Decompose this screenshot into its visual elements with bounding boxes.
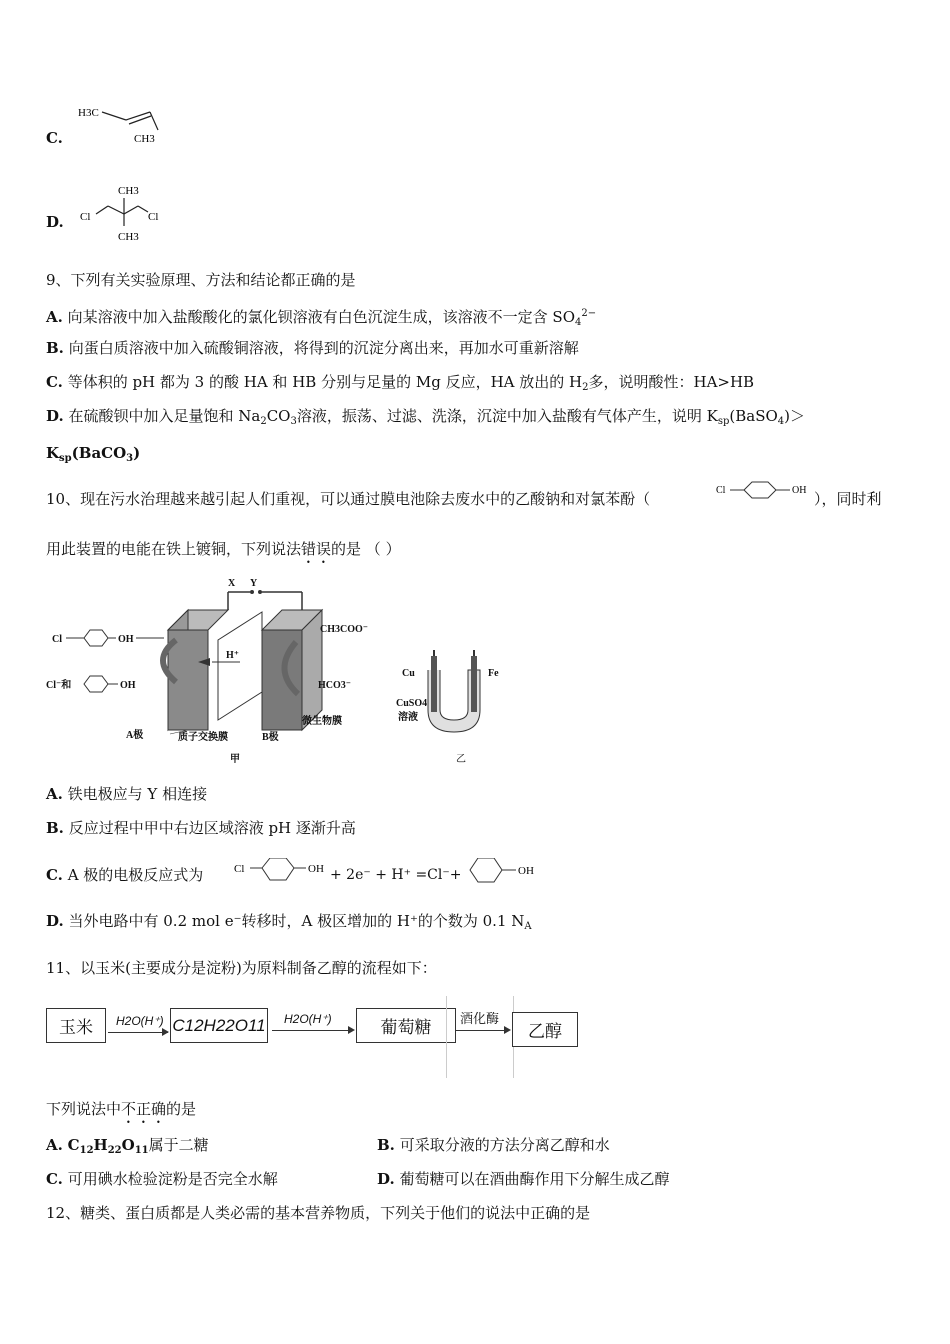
q9-option-c: C. 等体积的 pH 都为 3 的酸 HA 和 HB 分别与足量的 Mg 反应，HA 放出的 $H_2$多，说明酸性：HA>HB xyxy=(46,373,755,393)
fig-jia: 甲 xyxy=(230,754,240,765)
q9-stem: 9、下列有关实验原理、方法和结论都正确的是 xyxy=(46,271,356,289)
q8-c-left-group: H3C xyxy=(78,107,99,119)
fig-right-in: CH3COO⁻ xyxy=(320,624,369,635)
q10-option-a: A. 铁电极应与 Y 相连接 xyxy=(46,785,208,803)
q11-option-c: C. 可用碘水检验淀粉是否完全水解 xyxy=(46,1170,278,1188)
q9-option-d: D. 在硫酸钡中加入足量饱和 $Na_2CO_3$溶液，振荡、过滤、洗涤，沉淀中加入盐酸有气体产生，说明 $K_{sp}(BaSO_4)>$ xyxy=(46,407,806,427)
fig-biofilm: 微生物膜 xyxy=(302,716,342,727)
fig-y-label: Y xyxy=(250,578,258,589)
q8-c-molecule xyxy=(74,100,174,150)
fig-membrane: 质子交换膜 xyxy=(178,732,228,743)
fig-solution: 溶液 xyxy=(398,712,418,723)
fig-left-in-oh: OH xyxy=(118,634,134,645)
flow-arrow3 xyxy=(456,1030,506,1031)
svg-text:OH: OH xyxy=(308,863,324,875)
q8-c-right-group: CH3 xyxy=(134,133,155,145)
q11-option-b: B. 可采取分液的方法分离乙醇和水 xyxy=(377,1136,610,1154)
fig-right-out: HCO3⁻ xyxy=(318,680,352,691)
q10-c-equation: + 2e⁻ + H⁺ =Cl⁻+ xyxy=(330,867,462,883)
q8-d-top-group: CH3 xyxy=(118,185,139,197)
fig-left-out-prefix: Cl⁻和 xyxy=(46,680,72,691)
fig-cu: Cu xyxy=(402,668,415,679)
fig-fe: Fe xyxy=(488,668,499,679)
q8-option-d-label: D. xyxy=(46,213,64,231)
q11-option-a: A. $C_{12}H_{22}O_{11}$属于二糖 xyxy=(46,1136,209,1156)
flow-arrow2 xyxy=(272,1030,352,1031)
proton-membrane xyxy=(218,612,262,720)
q10-option-d: D. 当外电路中有 0.2 mol e⁻转移时，A 极区增加的 H⁺的个数为 0.1 $N_A$ xyxy=(46,912,532,932)
svg-text:OH: OH xyxy=(792,485,807,496)
q9-option-d-cont: $K_{sp}(BaCO_3)$ xyxy=(46,444,141,464)
q10-c-reactant xyxy=(232,858,328,888)
q10-stem-2: ），同时利 xyxy=(814,490,882,508)
q10-option-b: B. 反应过程中甲中右边区域溶液 pH 逐渐升高 xyxy=(46,819,356,837)
fig-cuso4: CuSO4 xyxy=(396,698,428,709)
flow-arrow2-head xyxy=(348,1026,355,1034)
q11-prompt: 下列说法中不正确的是 xyxy=(46,1100,197,1118)
q8-d-left-group: Cl xyxy=(80,211,91,223)
q8-d-bottom-group: CH3 xyxy=(118,231,139,243)
q8-d-molecule xyxy=(74,178,174,248)
flow-arrow3-head xyxy=(504,1026,511,1034)
q9-option-b: B. 向蛋白质溶液中加入硫酸铜溶液，将得到的沉淀分离出来，再加水可重新溶解 xyxy=(46,339,579,357)
q10-stem-1: 10、现在污水治理越来越引起人们重视，可以通过膜电池除去废水中的乙酸钠和对氯苯酚（ xyxy=(46,490,651,508)
svg-text:OH: OH xyxy=(518,865,534,877)
q12-stem: 12、糖类、蛋白质都是人类必需的基本营养物质，下列关于他们的说法中正确的是 xyxy=(46,1204,591,1222)
svg-text:Cl: Cl xyxy=(234,863,245,875)
flow-box-glucose: 葡萄糖 xyxy=(356,1008,456,1043)
q8-d-right-group: Cl xyxy=(148,211,159,223)
fig-x-label: X xyxy=(228,578,236,589)
fig-b-pole: B极 xyxy=(262,732,279,743)
fig-proton: H⁺ xyxy=(226,650,240,661)
q9-option-a: A. 向某溶液中加入盐酸酸化的氯化钡溶液有白色沉淀生成，该溶液不一定含 $SO_4^{2-}$ xyxy=(46,308,597,328)
q10-battery-figure xyxy=(40,570,520,770)
q11-stem: 11、以玉米(主要成分是淀粉)为原料制备乙醇的流程如下： xyxy=(46,959,437,977)
q10-c-product xyxy=(462,858,542,888)
q8-option-c-label: C. xyxy=(46,129,63,147)
q10-stem-line2: 用此装置的电能在铁上镀铜，下列说法错误的是 （ ） xyxy=(46,540,401,558)
fig-left-in-cl: Cl xyxy=(52,634,62,645)
q10-chlorophenol-structure xyxy=(714,480,814,512)
flow-arrow1-head xyxy=(162,1028,169,1036)
flow-box-corn: 玉米 xyxy=(46,1008,106,1043)
svg-text:Cl: Cl xyxy=(716,485,726,496)
flow-arrow3-label: 酒化酶 xyxy=(460,1012,500,1027)
fig-left-out-oh: OH xyxy=(120,680,136,691)
flow-arrow1-label: H2O(H⁺) xyxy=(116,1014,164,1028)
flow-arrow1 xyxy=(108,1032,168,1033)
flow-box-disaccharide: C12H22O11 xyxy=(170,1008,268,1043)
electroplating-u-tube xyxy=(396,650,499,765)
flow-arrow2-label: H2O(H⁺) xyxy=(284,1012,332,1026)
q11-option-d: D. 葡萄糖可以在酒曲酶作用下分解生成乙醇 xyxy=(377,1170,670,1188)
q10-option-c: C. A 极的电极反应式为 xyxy=(46,866,204,884)
fig-a-pole: A极 xyxy=(126,730,144,741)
flow-box-ethanol: 乙醇 xyxy=(512,1012,578,1047)
fig-yi: 乙 xyxy=(456,754,466,765)
